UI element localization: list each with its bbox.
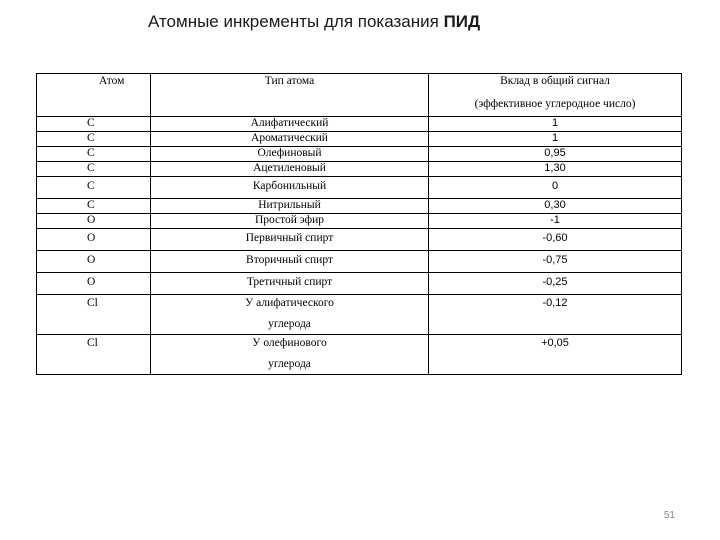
cell-atom: O: [37, 251, 151, 273]
cell-contribution-value: -0,75: [429, 251, 682, 273]
page-title: [148, 12, 480, 32]
cell-atom-type-line1: Алифатический: [250, 117, 329, 129]
cell-contribution-value: 1,30: [429, 162, 682, 177]
cell-atom-type: [151, 273, 429, 295]
cell-atom-type-line1: У алифатического: [245, 297, 334, 309]
cell-atom: O: [37, 214, 151, 229]
table-row: [37, 295, 682, 335]
cell-atom: C: [37, 132, 151, 147]
cell-contribution-value: 1: [429, 132, 682, 147]
table-row: [37, 177, 682, 199]
cell-atom-type-line1: Ароматический: [251, 132, 328, 144]
cell-atom-type-line1: Ацетиленовый: [253, 162, 326, 174]
title-bold-text: ПИД: [443, 12, 481, 31]
atomic-increments-table: [36, 73, 682, 375]
table-row: [37, 117, 682, 132]
title-text: Атомные инкременты для показания: [148, 12, 439, 31]
header-atom: Атом: [37, 74, 151, 117]
cell-atom-type-line1: Карбонильный: [252, 180, 327, 192]
header-atom-type: Тип атома: [151, 74, 429, 117]
cell-contribution-value: 0,30: [429, 199, 682, 214]
table-row: [37, 251, 682, 273]
cell-atom-type-line1: Простой эфир: [254, 214, 325, 226]
header-contribution-line1: Вклад в общий сигнал: [500, 75, 610, 87]
cell-atom-type: [151, 147, 429, 162]
cell-atom-type: [151, 117, 429, 132]
cell-atom: C: [37, 117, 151, 132]
cell-contribution-value: -0,25: [429, 273, 682, 295]
table-header-row: [37, 74, 682, 117]
cell-atom-type: [151, 132, 429, 147]
cell-atom-type-line2: углерода: [268, 358, 311, 370]
table-row: [37, 214, 682, 229]
cell-atom: O: [37, 229, 151, 251]
cell-contribution-value: 1: [429, 117, 682, 132]
cell-atom: Cl: [37, 295, 151, 335]
header-contribution-line2: (эффективное углеродное число): [474, 98, 636, 110]
cell-atom: C: [37, 147, 151, 162]
table-row: [37, 147, 682, 162]
page-number: 51: [663, 510, 675, 521]
cell-atom: Cl: [37, 335, 151, 375]
cell-atom-type: [151, 199, 429, 214]
cell-contribution-value: +0,05: [429, 335, 682, 375]
table-row: [37, 199, 682, 214]
cell-atom-type: [151, 229, 429, 251]
cell-contribution-value: -0,60: [429, 229, 682, 251]
cell-contribution-value: 0: [429, 177, 682, 199]
cell-atom-type-line1: Первичный спирт: [245, 232, 334, 244]
cell-contribution-value: -0,12: [429, 295, 682, 335]
table-row: [37, 335, 682, 375]
table-row: [37, 132, 682, 147]
cell-atom-type: [151, 214, 429, 229]
cell-atom-type: [151, 251, 429, 273]
cell-atom-type: [151, 335, 429, 375]
cell-atom-type-line1: Нитрильный: [258, 199, 321, 211]
cell-contribution-value: 0,95: [429, 147, 682, 162]
cell-atom-type-line2: углерода: [268, 318, 311, 330]
cell-atom: C: [37, 177, 151, 199]
table-row: [37, 273, 682, 295]
cell-atom-type: [151, 177, 429, 199]
cell-atom-type-line1: У олефинового: [252, 337, 327, 349]
cell-atom-type-line1: Олефиновый: [257, 147, 322, 159]
table-row: [37, 229, 682, 251]
cell-atom-type-line1: Третичный спирт: [246, 276, 333, 288]
cell-atom-type: [151, 295, 429, 335]
cell-atom: C: [37, 199, 151, 214]
cell-atom-type: [151, 162, 429, 177]
table-row: [37, 162, 682, 177]
header-contribution: [429, 74, 682, 117]
cell-atom: C: [37, 162, 151, 177]
cell-atom-type-line1: Вторичный спирт: [246, 254, 333, 266]
cell-contribution-value: -1: [429, 214, 682, 229]
cell-atom: O: [37, 273, 151, 295]
